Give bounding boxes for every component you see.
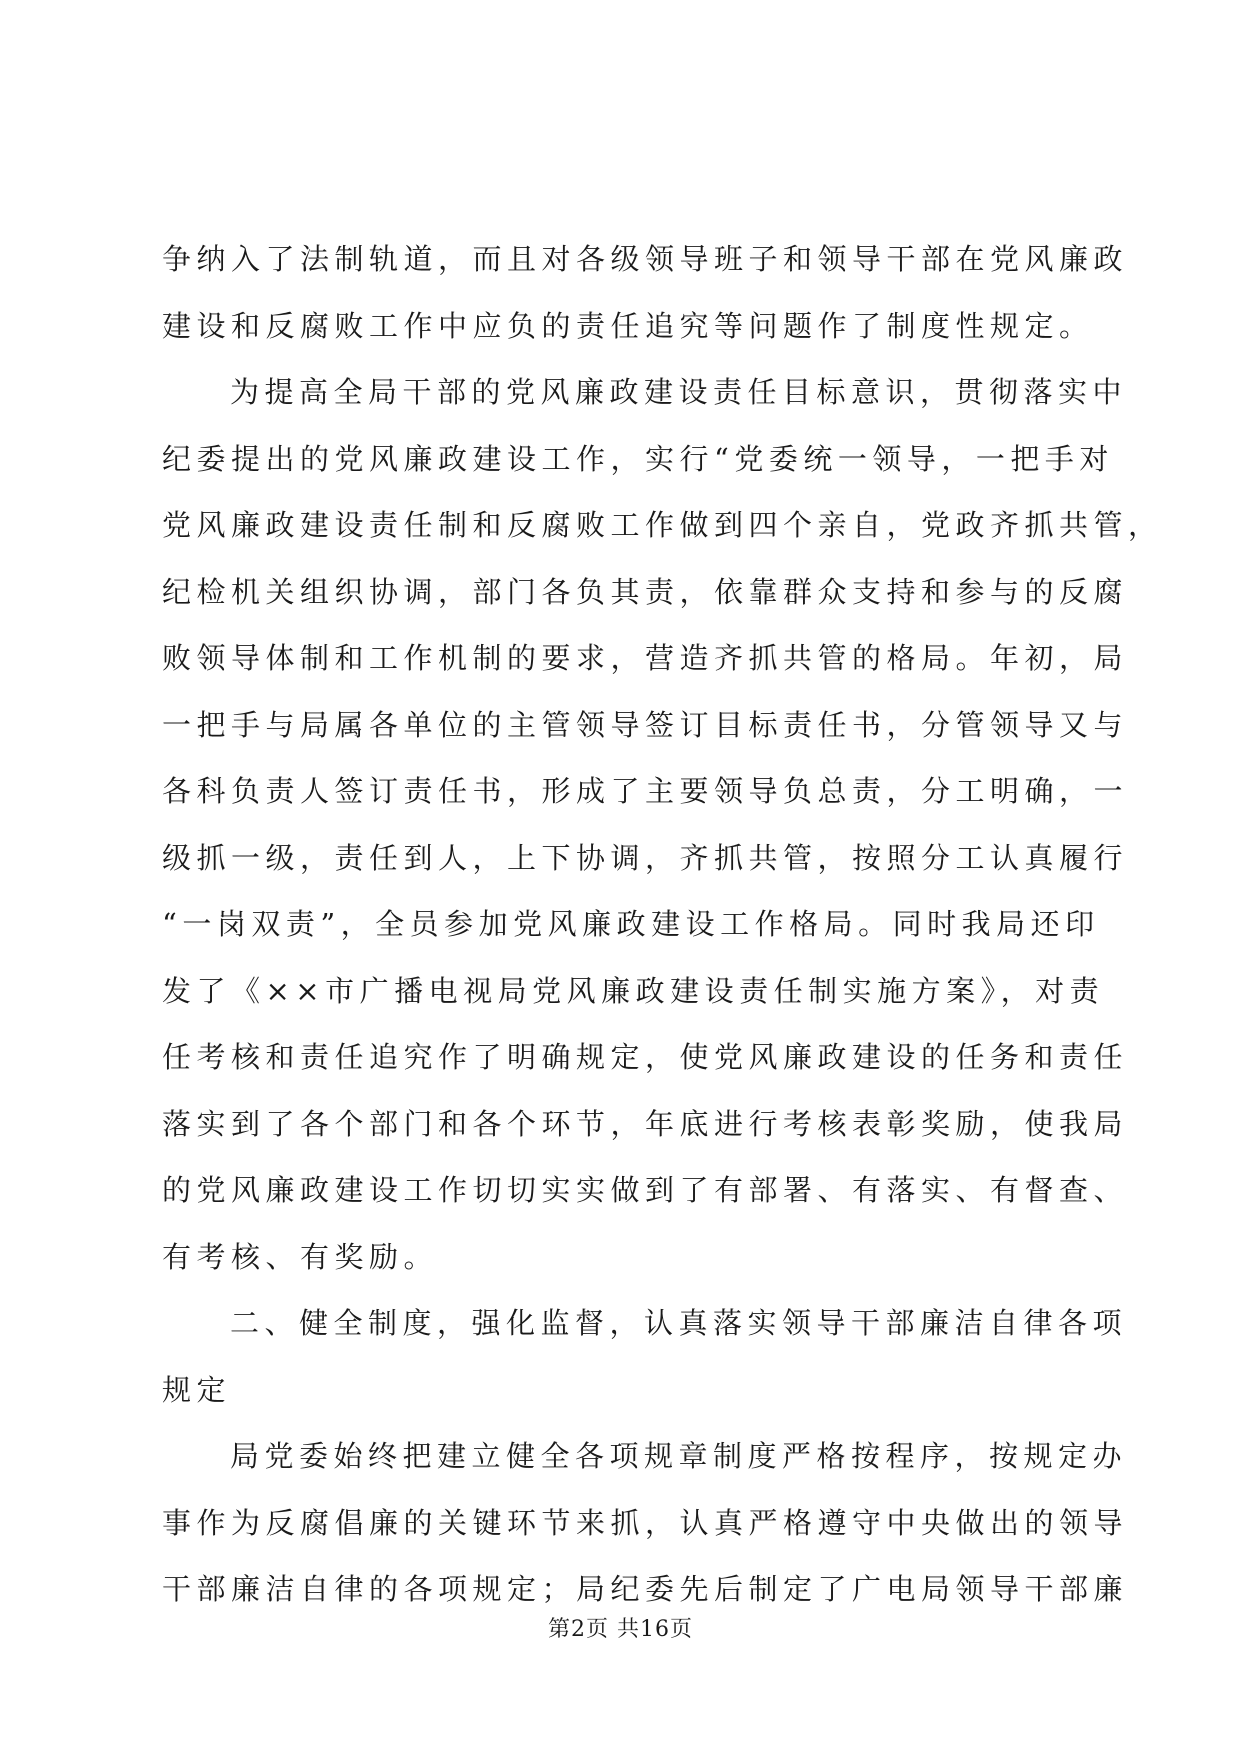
text-line: “一岗双责”，全员参加党风廉政建设工作格局。同时我局还印: [162, 907, 1100, 941]
paragraph-start-line: 局党委始终把建立健全各项规章制度严格按程序，按规定办: [230, 1439, 1128, 1473]
text-line: 党风廉政建设责任制和反腐败工作做到四个亲自，党政齐抓共管，: [162, 508, 1163, 542]
text-line: 干部廉洁自律的各项规定；局纪委先后制定了广电局领导干部廉: [162, 1572, 1129, 1606]
text-line: 级抓一级，责任到人，上下协调，齐抓共管，按照分工认真履行: [162, 840, 1129, 875]
document-body: [162, 226, 1163, 1623]
text-line: 的党风廉政建设工作切切实实做到了有部署、有落实、有督查、: [162, 1173, 1129, 1207]
text-line: 败领导体制和工作机制的要求，营造齐抓共管的格局。年初，局: [162, 641, 1129, 675]
text-line: 争纳入了法制轨道，而且对各级领导班子和领导干部在党风廉政: [162, 242, 1129, 276]
section-heading-line: 二、健全制度，强化监督，认真落实领导干部廉洁自律各项: [230, 1306, 1128, 1340]
section-heading-line: 规定: [162, 1372, 232, 1407]
text-line: 各科负责人签订责任书，形成了主要领导负总责，分工明确，一: [162, 774, 1129, 808]
paragraph-start-line: 为提高全局干部的党风廉政建设责任目标意识，贯彻落实中: [230, 375, 1128, 409]
page-number-footer: 第2页 共16页: [548, 1617, 693, 1642]
text-line: 落实到了各个部门和各个环节，年底进行考核表彰奖励，使我局: [162, 1106, 1129, 1141]
text-line: 任考核和责任追究作了明确规定，使党风廉政建设的任务和责任: [162, 1040, 1129, 1074]
text-line: 纪委提出的党风廉政建设工作，实行“党委统一领导，一把手对: [162, 441, 1114, 476]
text-line: 建设和反腐败工作中应负的责任追究等问题作了制度性规定。: [162, 308, 1094, 343]
text-line: 事作为反腐倡廉的关键环节来抓，认真严格遵守中央做出的领导: [162, 1505, 1129, 1540]
text-line: 有考核、有奖励。: [162, 1239, 439, 1274]
text-line: 纪检机关组织协调，部门各负其责，依靠群众支持和参与的反腐: [162, 574, 1129, 609]
text-line: 发了《××市广播电视局党风廉政建设责任制实施方案》，对责: [162, 973, 1105, 1008]
text-line: 一把手与局属各单位的主管领导签订目标责任书，分管领导又与: [162, 707, 1129, 742]
